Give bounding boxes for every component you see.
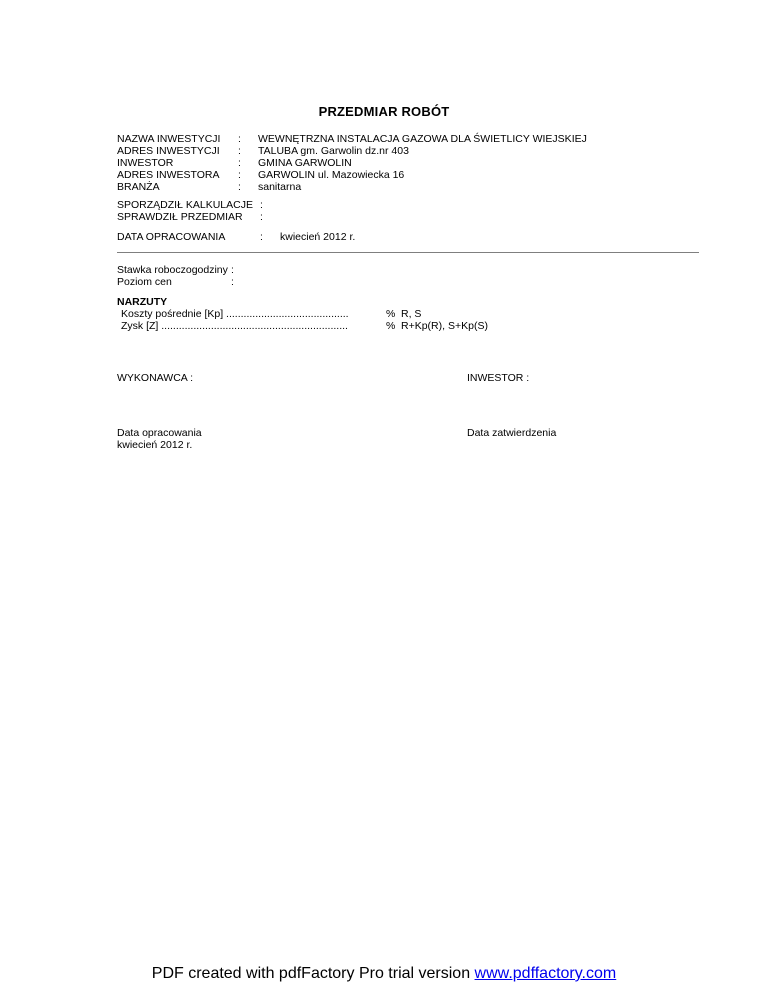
info-value-name: WEWNĘTRZNA INSTALACJA GAZOWA DLA ŚWIETLICY WIEJSKIEJ <box>258 133 587 145</box>
pdf-footer <box>0 964 768 984</box>
info-sep: : <box>238 157 241 169</box>
info-value-address: TALUBA gm. Garwolin dz.nr 403 <box>258 145 409 157</box>
date-sep: : <box>260 231 263 243</box>
info-label-address: ADRES INWESTYCJI <box>117 145 220 157</box>
investor-label: INWESTOR : <box>467 372 530 384</box>
contractor-label: WYKONAWCA : <box>117 372 194 384</box>
footer-text: PDF created with pdfFactory Pro trial version <box>151 965 475 982</box>
info-value-investor: GMINA GARWOLIN <box>258 157 352 169</box>
surcharge-unit: % <box>386 320 396 332</box>
surcharge-label-indirect: Koszty pośrednie [Kp] .......................................... <box>121 308 349 320</box>
checked-sep: : <box>260 211 263 223</box>
info-label-branch: BRANŻA <box>117 181 160 193</box>
info-label-investor: INWESTOR <box>117 157 174 169</box>
checked-label: SPRAWDZIŁ PRZEDMIAR <box>117 211 243 223</box>
surcharges-heading: NARZUTY <box>117 296 168 308</box>
info-sep: : <box>238 169 241 181</box>
surcharge-base-indirect: R, S <box>401 308 422 320</box>
rate-label-hourly: Stawka roboczogodziny <box>117 264 228 276</box>
info-sep: : <box>238 181 241 193</box>
prepared-label: SPORZĄDZIŁ KALKULACJE <box>117 199 253 211</box>
info-sep: : <box>238 145 241 157</box>
surcharge-base-profit: R+Kp(R), S+Kp(S) <box>401 320 488 332</box>
divider <box>117 252 699 253</box>
surcharge-unit: % <box>386 308 396 320</box>
info-label-investor-address: ADRES INWESTORA <box>117 169 220 181</box>
prepared-date-value: kwiecień 2012 r. <box>117 439 193 451</box>
info-value-branch: sanitarna <box>258 181 302 193</box>
page-title: PRZEDMIAR ROBÓT <box>318 104 450 119</box>
info-label-name: NAZWA INWESTYCJI <box>117 133 221 145</box>
date-label: DATA OPRACOWANIA <box>117 231 226 243</box>
approved-date-label: Data zatwierdzenia <box>467 427 557 439</box>
rate-label-price-level: Poziom cen <box>117 276 172 288</box>
date-value: kwiecień 2012 r. <box>280 231 356 243</box>
info-value-investor-address: GARWOLIN ul. Mazowiecka 16 <box>258 169 405 181</box>
footer-link[interactable]: www.pdffactory.com <box>474 965 617 982</box>
rate-sep: : <box>231 264 234 276</box>
rate-sep: : <box>231 276 234 288</box>
prepared-sep: : <box>260 199 263 211</box>
prepared-date-label: Data opracowania <box>117 427 202 439</box>
surcharge-label-profit: Zysk [Z] ................................................................ <box>121 320 348 332</box>
info-sep: : <box>238 133 241 145</box>
